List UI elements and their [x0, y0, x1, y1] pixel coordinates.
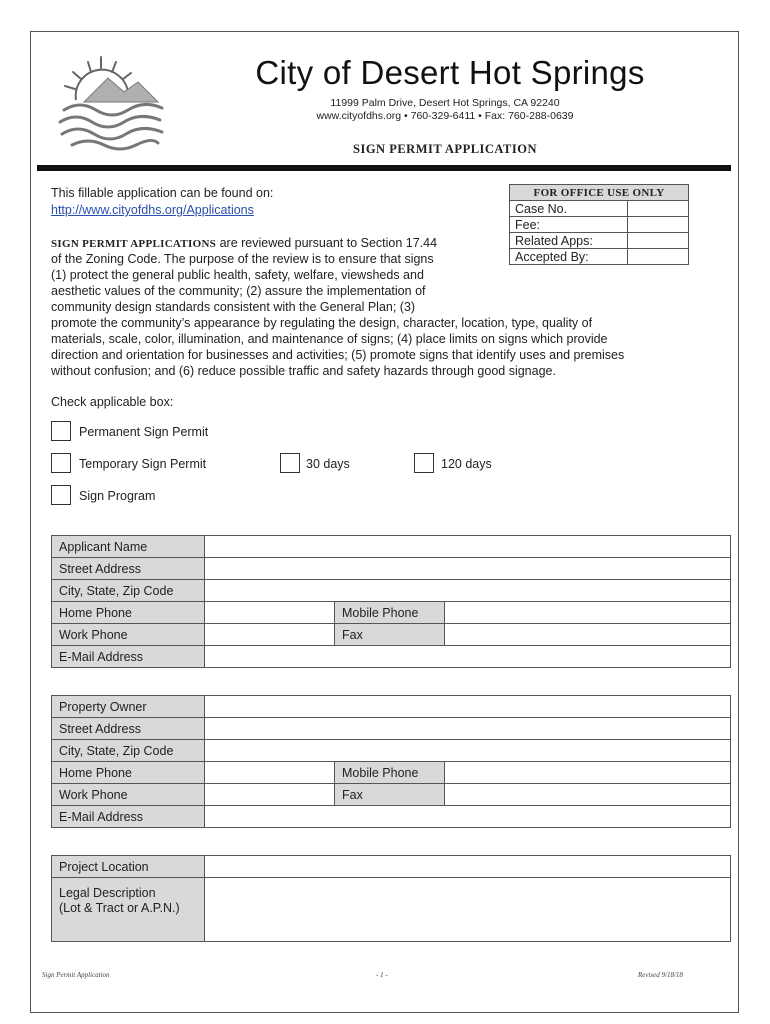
description-line-4: aesthetic values of the community; (2) assure the implementation of [51, 284, 426, 298]
footer-revised-date: Revised 9/18/18 [638, 971, 683, 979]
applicant-work-phone-field[interactable] [205, 624, 335, 646]
applicant-street-field[interactable] [205, 558, 731, 580]
owner-mobile-phone-field[interactable] [445, 762, 731, 784]
owner-email-field[interactable] [205, 806, 731, 828]
office-accepted-label: Accepted By: [510, 249, 628, 265]
applicant-home-phone-field[interactable] [205, 602, 335, 624]
owner-city-field[interactable] [205, 740, 731, 762]
permanent-sign-label: Permanent Sign Permit [79, 425, 209, 439]
applicant-fax-field[interactable] [445, 624, 731, 646]
legal-description-label: Legal Description (Lot & Tract or A.P.N.) [52, 878, 205, 942]
one-twenty-days-checkbox[interactable] [414, 453, 434, 473]
office-use-title: FOR OFFICE USE ONLY [510, 185, 689, 201]
applicant-mobile-phone-field[interactable] [445, 602, 731, 624]
description-line-5: community design standards consistent with the General Plan; (3) [51, 300, 416, 314]
owner-home-phone-field[interactable] [205, 762, 335, 784]
applicant-work-phone-label: Work Phone [52, 624, 205, 646]
office-fee-field[interactable] [628, 217, 689, 233]
city-title: City of Desert Hot Springs [255, 54, 645, 91]
description-line-9: without confusion; and (6) reduce possible traffic and safety hazards through good signage. [51, 364, 556, 378]
office-related-field[interactable] [628, 233, 689, 249]
description-line-1: SIGN PERMIT APPLICATIONS are reviewed pursuant to Section 17.44 [51, 236, 438, 250]
applicant-name-field[interactable] [205, 536, 731, 558]
form-title: SIGN PERMIT APPLICATION [353, 142, 537, 156]
owner-home-phone-label: Home Phone [52, 762, 205, 784]
owner-work-phone-label: Work Phone [52, 784, 205, 806]
applicant-email-label: E-Mail Address [52, 646, 205, 668]
city-logo-sun-waves-icon [46, 52, 174, 152]
city-address: 11999 Palm Drive, Desert Hot Springs, CA 92240 [330, 97, 560, 109]
description-line-6: promote the community’s appearance by regulating the design, character, location, type, quality of [51, 316, 593, 330]
legal-description-field[interactable] [205, 878, 731, 942]
description-line-2: of the Zoning Code. The purpose of the review is to ensure that signs [51, 252, 434, 266]
owner-name-label: Property Owner [52, 696, 205, 718]
applicant-name-label: Applicant Name [52, 536, 205, 558]
office-related-label: Related Apps: [510, 233, 628, 249]
description-lead: SIGN PERMIT APPLICATIONS [51, 238, 217, 250]
one-twenty-days-label: 120 days [441, 457, 492, 471]
footer-page-number: - 1 - [376, 971, 388, 979]
footer-form-name: Sign Permit Application [42, 971, 110, 979]
office-case-label: Case No. [510, 201, 628, 217]
applicant-city-label: City, State, Zip Code [52, 580, 205, 602]
office-fee-label: Fee: [510, 217, 628, 233]
owner-work-phone-field[interactable] [205, 784, 335, 806]
owner-street-label: Street Address [52, 718, 205, 740]
description-line-7: materials, scale, color, illumination, and maintenance of signs; (4) place limits on signs which provide [51, 332, 608, 346]
office-case-field[interactable] [628, 201, 689, 217]
permanent-sign-checkbox[interactable] [51, 421, 71, 441]
owner-fax-field[interactable] [445, 784, 731, 806]
owner-city-label: City, State, Zip Code [52, 740, 205, 762]
applicant-fax-label: Fax [335, 624, 445, 646]
owner-table [51, 695, 731, 828]
thirty-days-label: 30 days [306, 457, 350, 471]
owner-street-field[interactable] [205, 718, 731, 740]
applications-link[interactable]: http://www.cityofdhs.org/Applications [51, 203, 254, 217]
owner-fax-label: Fax [335, 784, 445, 806]
description-line-3: (1) protect the general public health, safety, welfare, viewsheds and [51, 268, 424, 282]
owner-mobile-phone-label: Mobile Phone [335, 762, 445, 784]
sign-program-label: Sign Program [79, 489, 156, 503]
header-divider [37, 165, 731, 171]
city-contact: www.cityofdhs.org • 760-329-6411 • Fax: 760-288-0639 [316, 110, 574, 122]
project-table [51, 855, 731, 942]
temporary-sign-label: Temporary Sign Permit [79, 457, 207, 471]
office-use-table [509, 184, 689, 265]
intro-text: This fillable application can be found on: [51, 186, 274, 200]
applicant-mobile-phone-label: Mobile Phone [335, 602, 445, 624]
applicant-city-field[interactable] [205, 580, 731, 602]
sign-program-checkbox[interactable] [51, 485, 71, 505]
applicant-email-field[interactable] [205, 646, 731, 668]
project-location-field[interactable] [205, 856, 731, 878]
description-line-8: direction and orientation for businesses and activities; (5) promote signs that identify uses and premises [51, 348, 625, 362]
applicant-table [51, 535, 731, 668]
office-accepted-field[interactable] [628, 249, 689, 265]
thirty-days-checkbox[interactable] [280, 453, 300, 473]
applicant-street-label: Street Address [52, 558, 205, 580]
temporary-sign-checkbox[interactable] [51, 453, 71, 473]
applicant-home-phone-label: Home Phone [52, 602, 205, 624]
check-applicable-label: Check applicable box: [51, 395, 174, 409]
owner-name-field[interactable] [205, 696, 731, 718]
project-location-label: Project Location [52, 856, 205, 878]
owner-email-label: E-Mail Address [52, 806, 205, 828]
